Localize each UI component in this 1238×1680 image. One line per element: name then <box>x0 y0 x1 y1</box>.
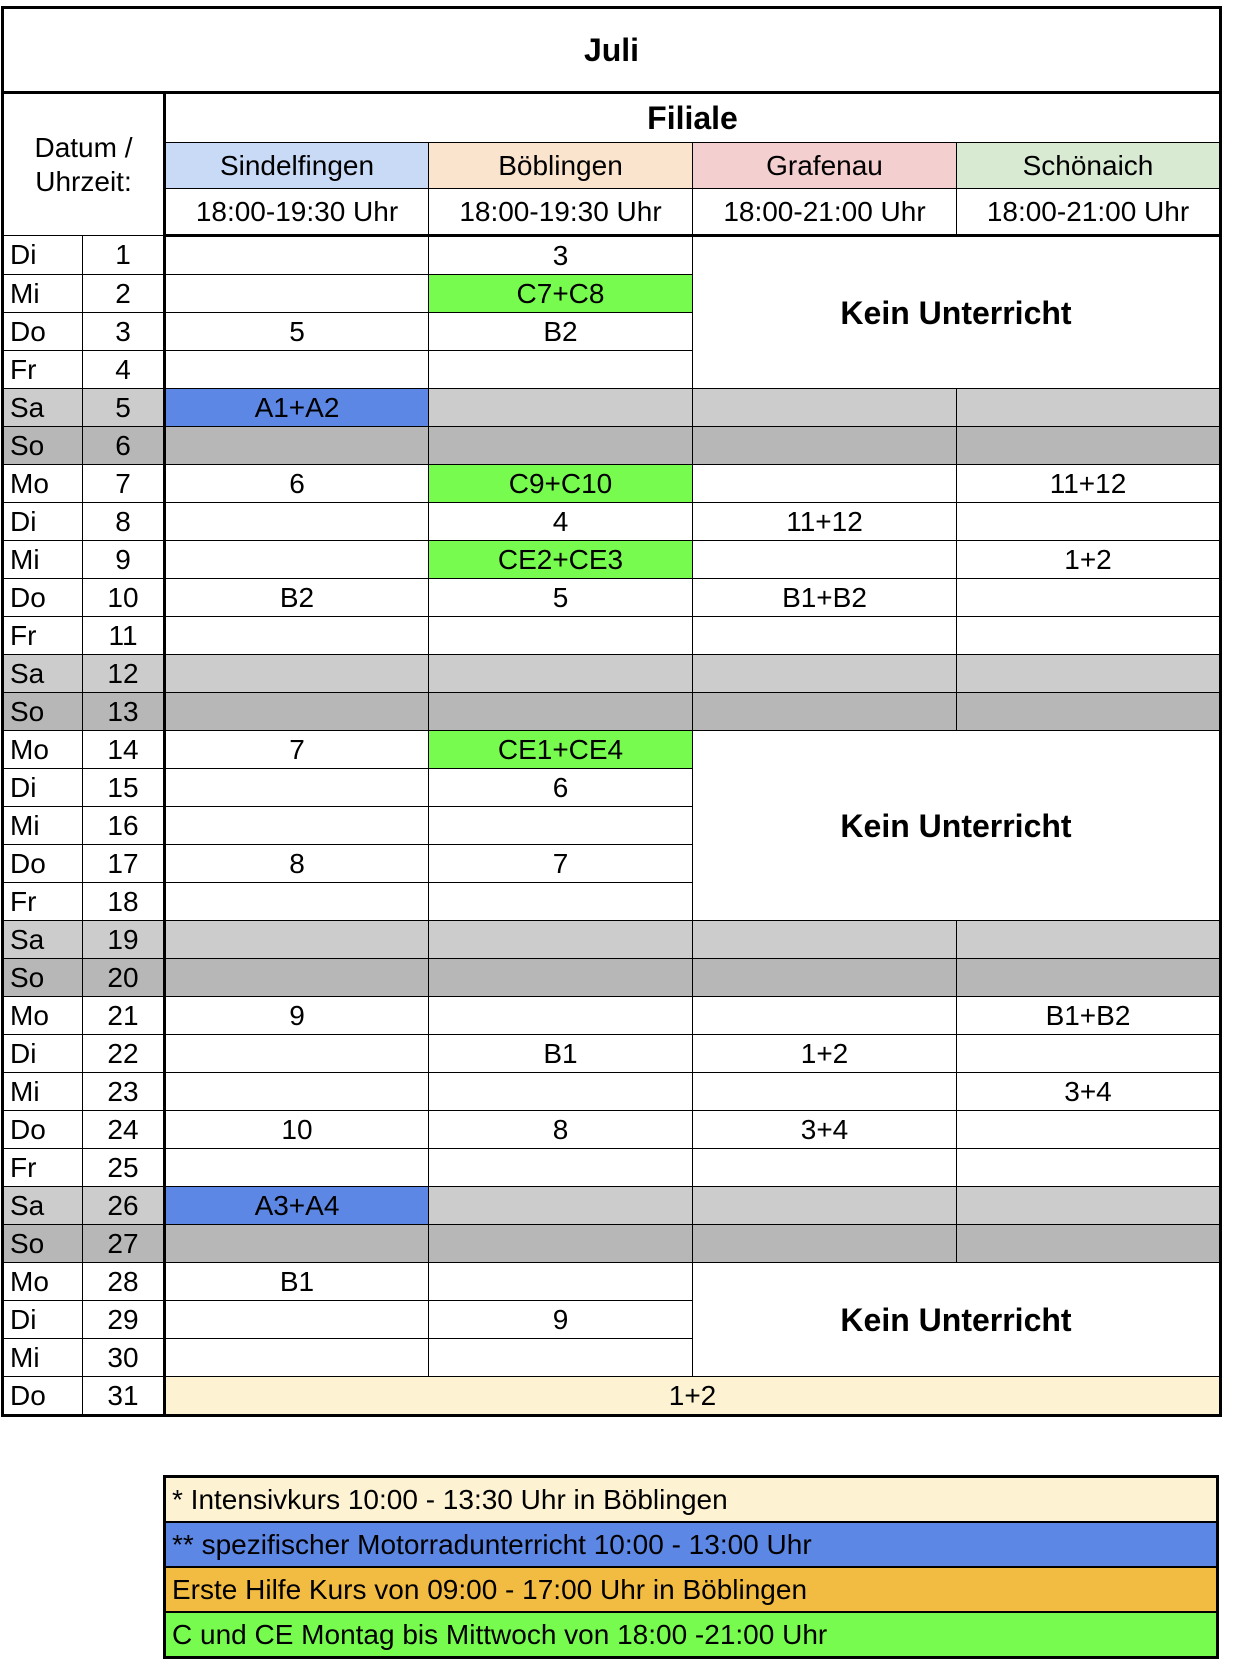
cell-grafenau <box>693 1187 957 1225</box>
day-number: 4 <box>83 351 165 389</box>
cell-boeblingen: 7 <box>429 845 693 883</box>
time-boeblingen: 18:00-19:30 Uhr <box>429 189 693 236</box>
cell-grafenau <box>693 389 957 427</box>
legend-c-ce: C und CE Montag bis Mittwoch von 18:00 -21:00 Uhr <box>165 1612 1218 1658</box>
day-row <box>3 503 1221 541</box>
day-number: 19 <box>83 921 165 959</box>
day-number: 30 <box>83 1339 165 1377</box>
weekday: So <box>3 693 83 731</box>
weekday: Di <box>3 1301 83 1339</box>
cell-schoenaich <box>957 1225 1221 1263</box>
legend-table <box>163 1475 1219 1659</box>
kein-unterricht-block: Kein Unterricht <box>693 731 1221 921</box>
cell-boeblingen <box>429 693 693 731</box>
cell-boeblingen <box>429 351 693 389</box>
day-row <box>3 921 1221 959</box>
cell-boeblingen <box>429 883 693 921</box>
day-row <box>3 579 1221 617</box>
cell-boeblingen <box>429 655 693 693</box>
cell-schoenaich: 11+12 <box>957 465 1221 503</box>
cell-grafenau <box>693 1149 957 1187</box>
cell-schoenaich <box>957 617 1221 655</box>
cell-grafenau <box>693 997 957 1035</box>
day-number: 9 <box>83 541 165 579</box>
cell-boeblingen: 6 <box>429 769 693 807</box>
cell-schoenaich <box>957 579 1221 617</box>
weekday: Mi <box>3 807 83 845</box>
cell-boeblingen: CE1+CE4 <box>429 731 693 769</box>
cell-boeblingen <box>429 1149 693 1187</box>
weekday: So <box>3 959 83 997</box>
cell-boeblingen <box>429 1073 693 1111</box>
cell-sindelfingen <box>165 921 429 959</box>
day-number: 29 <box>83 1301 165 1339</box>
day-number: 20 <box>83 959 165 997</box>
cell-boeblingen: 3 <box>429 236 693 275</box>
cell-grafenau <box>693 655 957 693</box>
weekday: Mi <box>3 541 83 579</box>
cell-boeblingen <box>429 921 693 959</box>
weekday: So <box>3 1225 83 1263</box>
cell-sindelfingen <box>165 1339 429 1377</box>
weekday: Do <box>3 579 83 617</box>
day-number: 13 <box>83 693 165 731</box>
cell-grafenau: B1+B2 <box>693 579 957 617</box>
cell-boeblingen <box>429 1263 693 1301</box>
cell-sindelfingen <box>165 1301 429 1339</box>
day-number: 31 <box>83 1377 165 1416</box>
cell-schoenaich <box>957 389 1221 427</box>
weekday: Mi <box>3 1073 83 1111</box>
day-row <box>3 617 1221 655</box>
day-number: 15 <box>83 769 165 807</box>
cell-grafenau <box>693 465 957 503</box>
cell-sindelfingen <box>165 769 429 807</box>
schedule-table <box>1 6 1222 1417</box>
weekday: Di <box>3 769 83 807</box>
day-number: 24 <box>83 1111 165 1149</box>
cell-boeblingen <box>429 389 693 427</box>
time-grafenau: 18:00-21:00 Uhr <box>693 189 957 236</box>
cell-sindelfingen: B2 <box>165 579 429 617</box>
day-number: 5 <box>83 389 165 427</box>
day-number: 3 <box>83 313 165 351</box>
weekday: Do <box>3 313 83 351</box>
cell-boeblingen <box>429 1225 693 1263</box>
cell-boeblingen <box>429 1339 693 1377</box>
cell-boeblingen: 9 <box>429 1301 693 1339</box>
cell-sindelfingen <box>165 617 429 655</box>
legend-motorrad: ** spezifischer Motorradunterricht 10:00 - 13:00 Uhr <box>165 1522 1218 1567</box>
day-number: 23 <box>83 1073 165 1111</box>
weekday: Do <box>3 1111 83 1149</box>
weekday: Fr <box>3 617 83 655</box>
day-number: 11 <box>83 617 165 655</box>
cell-grafenau <box>693 541 957 579</box>
month-title: Juli <box>3 8 1221 93</box>
weekday: Mo <box>3 465 83 503</box>
day-row <box>3 1149 1221 1187</box>
cell-grafenau <box>693 617 957 655</box>
day-row <box>3 959 1221 997</box>
day-row <box>3 1263 1221 1301</box>
cell-sindelfingen <box>165 1035 429 1073</box>
kein-unterricht-block: Kein Unterricht <box>693 236 1221 389</box>
cell-sindelfingen: A3+A4 <box>165 1187 429 1225</box>
cell-grafenau: 11+12 <box>693 503 957 541</box>
day-row <box>3 1187 1221 1225</box>
cell-grafenau <box>693 1225 957 1263</box>
weekday: Do <box>3 845 83 883</box>
cell-grafenau <box>693 427 957 465</box>
cell-boeblingen <box>429 997 693 1035</box>
day-row <box>3 997 1221 1035</box>
cell-boeblingen: B2 <box>429 313 693 351</box>
time-schoenaich: 18:00-21:00 Uhr <box>957 189 1221 236</box>
day-row <box>3 731 1221 769</box>
cell-sindelfingen: 6 <box>165 465 429 503</box>
weekday: Fr <box>3 1149 83 1187</box>
day-number: 8 <box>83 503 165 541</box>
branch-schoenaich: Schönaich <box>957 143 1221 189</box>
weekday: Do <box>3 1377 83 1416</box>
cell-boeblingen <box>429 427 693 465</box>
cell-sindelfingen <box>165 1149 429 1187</box>
cell-boeblingen: C7+C8 <box>429 275 693 313</box>
day-number: 26 <box>83 1187 165 1225</box>
cell-grafenau <box>693 921 957 959</box>
weekday: Sa <box>3 655 83 693</box>
cell-sindelfingen: 8 <box>165 845 429 883</box>
weekday: Mo <box>3 731 83 769</box>
day-number: 14 <box>83 731 165 769</box>
cell-schoenaich: B1+B2 <box>957 997 1221 1035</box>
cell-sindelfingen <box>165 427 429 465</box>
cell-sindelfingen: A1+A2 <box>165 389 429 427</box>
cell-all-branches: 1+2 <box>165 1377 1221 1416</box>
cell-sindelfingen <box>165 503 429 541</box>
legend-intensivkurs: * Intensivkurs 10:00 - 13:30 Uhr in Böblingen <box>165 1477 1218 1523</box>
cell-schoenaich <box>957 1149 1221 1187</box>
weekday: Mo <box>3 997 83 1035</box>
cell-schoenaich <box>957 1187 1221 1225</box>
day-number: 6 <box>83 427 165 465</box>
day-number: 10 <box>83 579 165 617</box>
day-row <box>3 236 1221 275</box>
cell-schoenaich <box>957 959 1221 997</box>
weekday: Mo <box>3 1263 83 1301</box>
cell-boeblingen <box>429 959 693 997</box>
day-row <box>3 427 1221 465</box>
day-number: 17 <box>83 845 165 883</box>
cell-boeblingen: C9+C10 <box>429 465 693 503</box>
branch-boeblingen: Böblingen <box>429 143 693 189</box>
day-row <box>3 389 1221 427</box>
cell-sindelfingen <box>165 541 429 579</box>
cell-sindelfingen <box>165 655 429 693</box>
weekday: So <box>3 427 83 465</box>
weekday: Di <box>3 1035 83 1073</box>
filiale-header: Filiale <box>165 93 1221 143</box>
day-number: 25 <box>83 1149 165 1187</box>
cell-grafenau: 3+4 <box>693 1111 957 1149</box>
cell-sindelfingen <box>165 807 429 845</box>
day-row <box>3 465 1221 503</box>
day-row <box>3 1225 1221 1263</box>
cell-grafenau <box>693 1073 957 1111</box>
day-row <box>3 1035 1221 1073</box>
cell-sindelfingen: 10 <box>165 1111 429 1149</box>
cell-sindelfingen <box>165 693 429 731</box>
cell-boeblingen <box>429 1187 693 1225</box>
day-row <box>3 693 1221 731</box>
cell-sindelfingen <box>165 883 429 921</box>
weekday: Fr <box>3 351 83 389</box>
cell-sindelfingen: 9 <box>165 997 429 1035</box>
weekday: Di <box>3 236 83 275</box>
cell-sindelfingen <box>165 351 429 389</box>
day-row <box>3 1377 1221 1416</box>
cell-schoenaich <box>957 503 1221 541</box>
day-row <box>3 1073 1221 1111</box>
cell-schoenaich <box>957 427 1221 465</box>
branch-grafenau: Grafenau <box>693 143 957 189</box>
weekday: Mi <box>3 275 83 313</box>
cell-sindelfingen: B1 <box>165 1263 429 1301</box>
cell-schoenaich: 1+2 <box>957 541 1221 579</box>
cell-schoenaich <box>957 1035 1221 1073</box>
cell-sindelfingen <box>165 1073 429 1111</box>
day-row <box>3 1111 1221 1149</box>
cell-boeblingen: 5 <box>429 579 693 617</box>
cell-schoenaich <box>957 655 1221 693</box>
day-row <box>3 541 1221 579</box>
weekday: Mi <box>3 1339 83 1377</box>
datum-uhrzeit-header: Datum / Uhrzeit: <box>3 93 165 236</box>
cell-schoenaich <box>957 921 1221 959</box>
weekday: Sa <box>3 921 83 959</box>
day-number: 28 <box>83 1263 165 1301</box>
cell-boeblingen: 4 <box>429 503 693 541</box>
weekday: Sa <box>3 389 83 427</box>
cell-boeblingen: B1 <box>429 1035 693 1073</box>
weekday: Sa <box>3 1187 83 1225</box>
cell-boeblingen <box>429 617 693 655</box>
cell-boeblingen: CE2+CE3 <box>429 541 693 579</box>
cell-grafenau: 1+2 <box>693 1035 957 1073</box>
day-number: 2 <box>83 275 165 313</box>
cell-sindelfingen <box>165 1225 429 1263</box>
cell-sindelfingen <box>165 236 429 275</box>
day-number: 1 <box>83 236 165 275</box>
cell-grafenau <box>693 693 957 731</box>
legend-erste-hilfe: Erste Hilfe Kurs von 09:00 - 17:00 Uhr in Böblingen <box>165 1567 1218 1612</box>
day-number: 22 <box>83 1035 165 1073</box>
cell-boeblingen: 8 <box>429 1111 693 1149</box>
cell-boeblingen <box>429 807 693 845</box>
day-number: 12 <box>83 655 165 693</box>
day-number: 16 <box>83 807 165 845</box>
cell-grafenau <box>693 959 957 997</box>
weekday: Fr <box>3 883 83 921</box>
day-number: 27 <box>83 1225 165 1263</box>
cell-sindelfingen <box>165 959 429 997</box>
cell-sindelfingen: 5 <box>165 313 429 351</box>
kein-unterricht-block: Kein Unterricht <box>693 1263 1221 1377</box>
cell-sindelfingen <box>165 275 429 313</box>
weekday: Di <box>3 503 83 541</box>
cell-sindelfingen: 7 <box>165 731 429 769</box>
day-number: 7 <box>83 465 165 503</box>
branch-sindelfingen: Sindelfingen <box>165 143 429 189</box>
cell-schoenaich <box>957 693 1221 731</box>
day-row <box>3 655 1221 693</box>
cell-schoenaich: 3+4 <box>957 1073 1221 1111</box>
day-number: 21 <box>83 997 165 1035</box>
day-number: 18 <box>83 883 165 921</box>
cell-schoenaich <box>957 1111 1221 1149</box>
time-sindelfingen: 18:00-19:30 Uhr <box>165 189 429 236</box>
